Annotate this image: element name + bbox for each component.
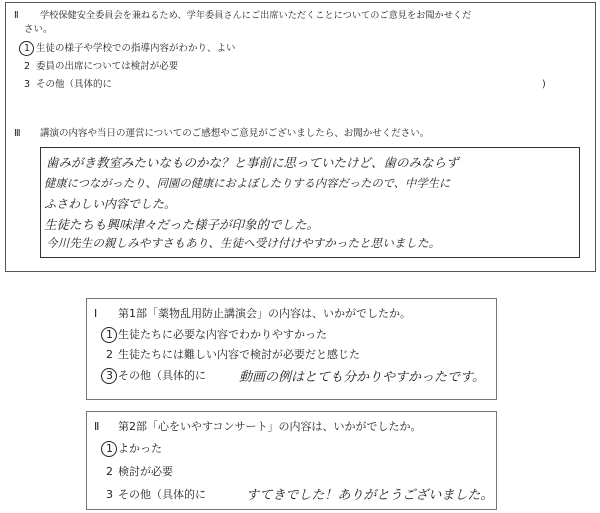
part1-option-3-number: 3 xyxy=(106,369,113,382)
part1-option-1-number: 1 xyxy=(106,328,113,341)
q2-option-2 xyxy=(24,60,178,73)
part1-handwritten-answer: 動画の例はとても分かりやすかったです。 xyxy=(239,370,485,385)
part1-option-2-label: 生徒たちには難しい内容で検討が必要だと感じた xyxy=(118,348,360,361)
part2-option-3-number: 3 xyxy=(106,488,113,501)
q3-question: 講演の内容や当日の運営についてのご感想やご意見がございましたら、お聞かせください。 xyxy=(40,128,430,139)
q3-handwritten-line1: 歯みがき教室みたいなものかな？と事前に思っていたけど、歯のみならず xyxy=(46,155,459,170)
q2-option-1-label: 生徒の様子や学校での指導内容がわかり、よい xyxy=(36,43,236,54)
q3-handwritten-line3: ふさわしい内容でした。 xyxy=(44,197,177,211)
part2-option-1-number: 1 xyxy=(106,442,113,455)
q2-option-1 xyxy=(24,42,236,55)
q2-option-3-label: その他（具体的に xyxy=(36,79,113,90)
q3-numeral: Ⅲ xyxy=(14,128,21,139)
part1-title: 第1部「薬物乱用防止講演会」の内容は、いかがでしたか。 xyxy=(118,307,411,320)
q2-numeral: Ⅱ xyxy=(14,10,19,21)
part2-option-1 xyxy=(106,442,162,455)
q2-close-paren: ) xyxy=(542,79,546,90)
q3-handwritten-line2: 健康につながったり、同園の健康におよぼしたりする内容だったので、中学生に xyxy=(44,177,451,190)
part1-option-2 xyxy=(106,348,360,361)
part2-option-2-label: 検討が必要 xyxy=(118,465,173,478)
q2-option-2-number: 2 xyxy=(24,61,31,72)
q3-handwritten-line4: 生徒たちも興味津々だった様子が印象的でした。 xyxy=(44,217,320,232)
part2-option-2 xyxy=(106,465,173,478)
part1-option-3-label: その他（具体的に xyxy=(118,369,206,382)
q2-question-line2: さい。 xyxy=(24,24,53,35)
part2-option-2-number: 2 xyxy=(106,465,113,478)
part1-option-2-number: 2 xyxy=(106,348,113,361)
part1-numeral: Ⅰ xyxy=(94,307,98,320)
q2-option-1-number: 1 xyxy=(24,43,31,54)
part1-option-1-label: 生徒たちに必要な内容でわかりやすかった xyxy=(118,328,327,341)
part1-option-3 xyxy=(106,369,206,382)
q2-option-3-number: 3 xyxy=(24,79,31,90)
q3-handwritten-line5: 今川先生の親しみやすさもあり、生徒へ受け付けやすかったと思いました。 xyxy=(46,236,441,250)
q2-option-2-label: 委員の出席については検討が必要 xyxy=(36,61,179,72)
part2-option-1-label: よかった xyxy=(118,442,162,455)
q2-option-3 xyxy=(24,78,112,91)
part2-title: 第2部「心をいやすコンサート」の内容は、いかがでしたか。 xyxy=(118,420,422,433)
part2-option-3 xyxy=(106,488,206,501)
part2-option-3-label: その他（具体的に xyxy=(118,488,206,501)
part2-handwritten-answer: すてきでした！ありがとうございました。 xyxy=(246,488,494,503)
part1-option-1 xyxy=(106,328,327,341)
part2-numeral: Ⅱ xyxy=(94,420,100,433)
q2-question-line1: 学校保健安全委員会を兼ねるため、学年委員さんにご出席いただくことについてのご意見をお聞かせくだ xyxy=(40,10,472,21)
